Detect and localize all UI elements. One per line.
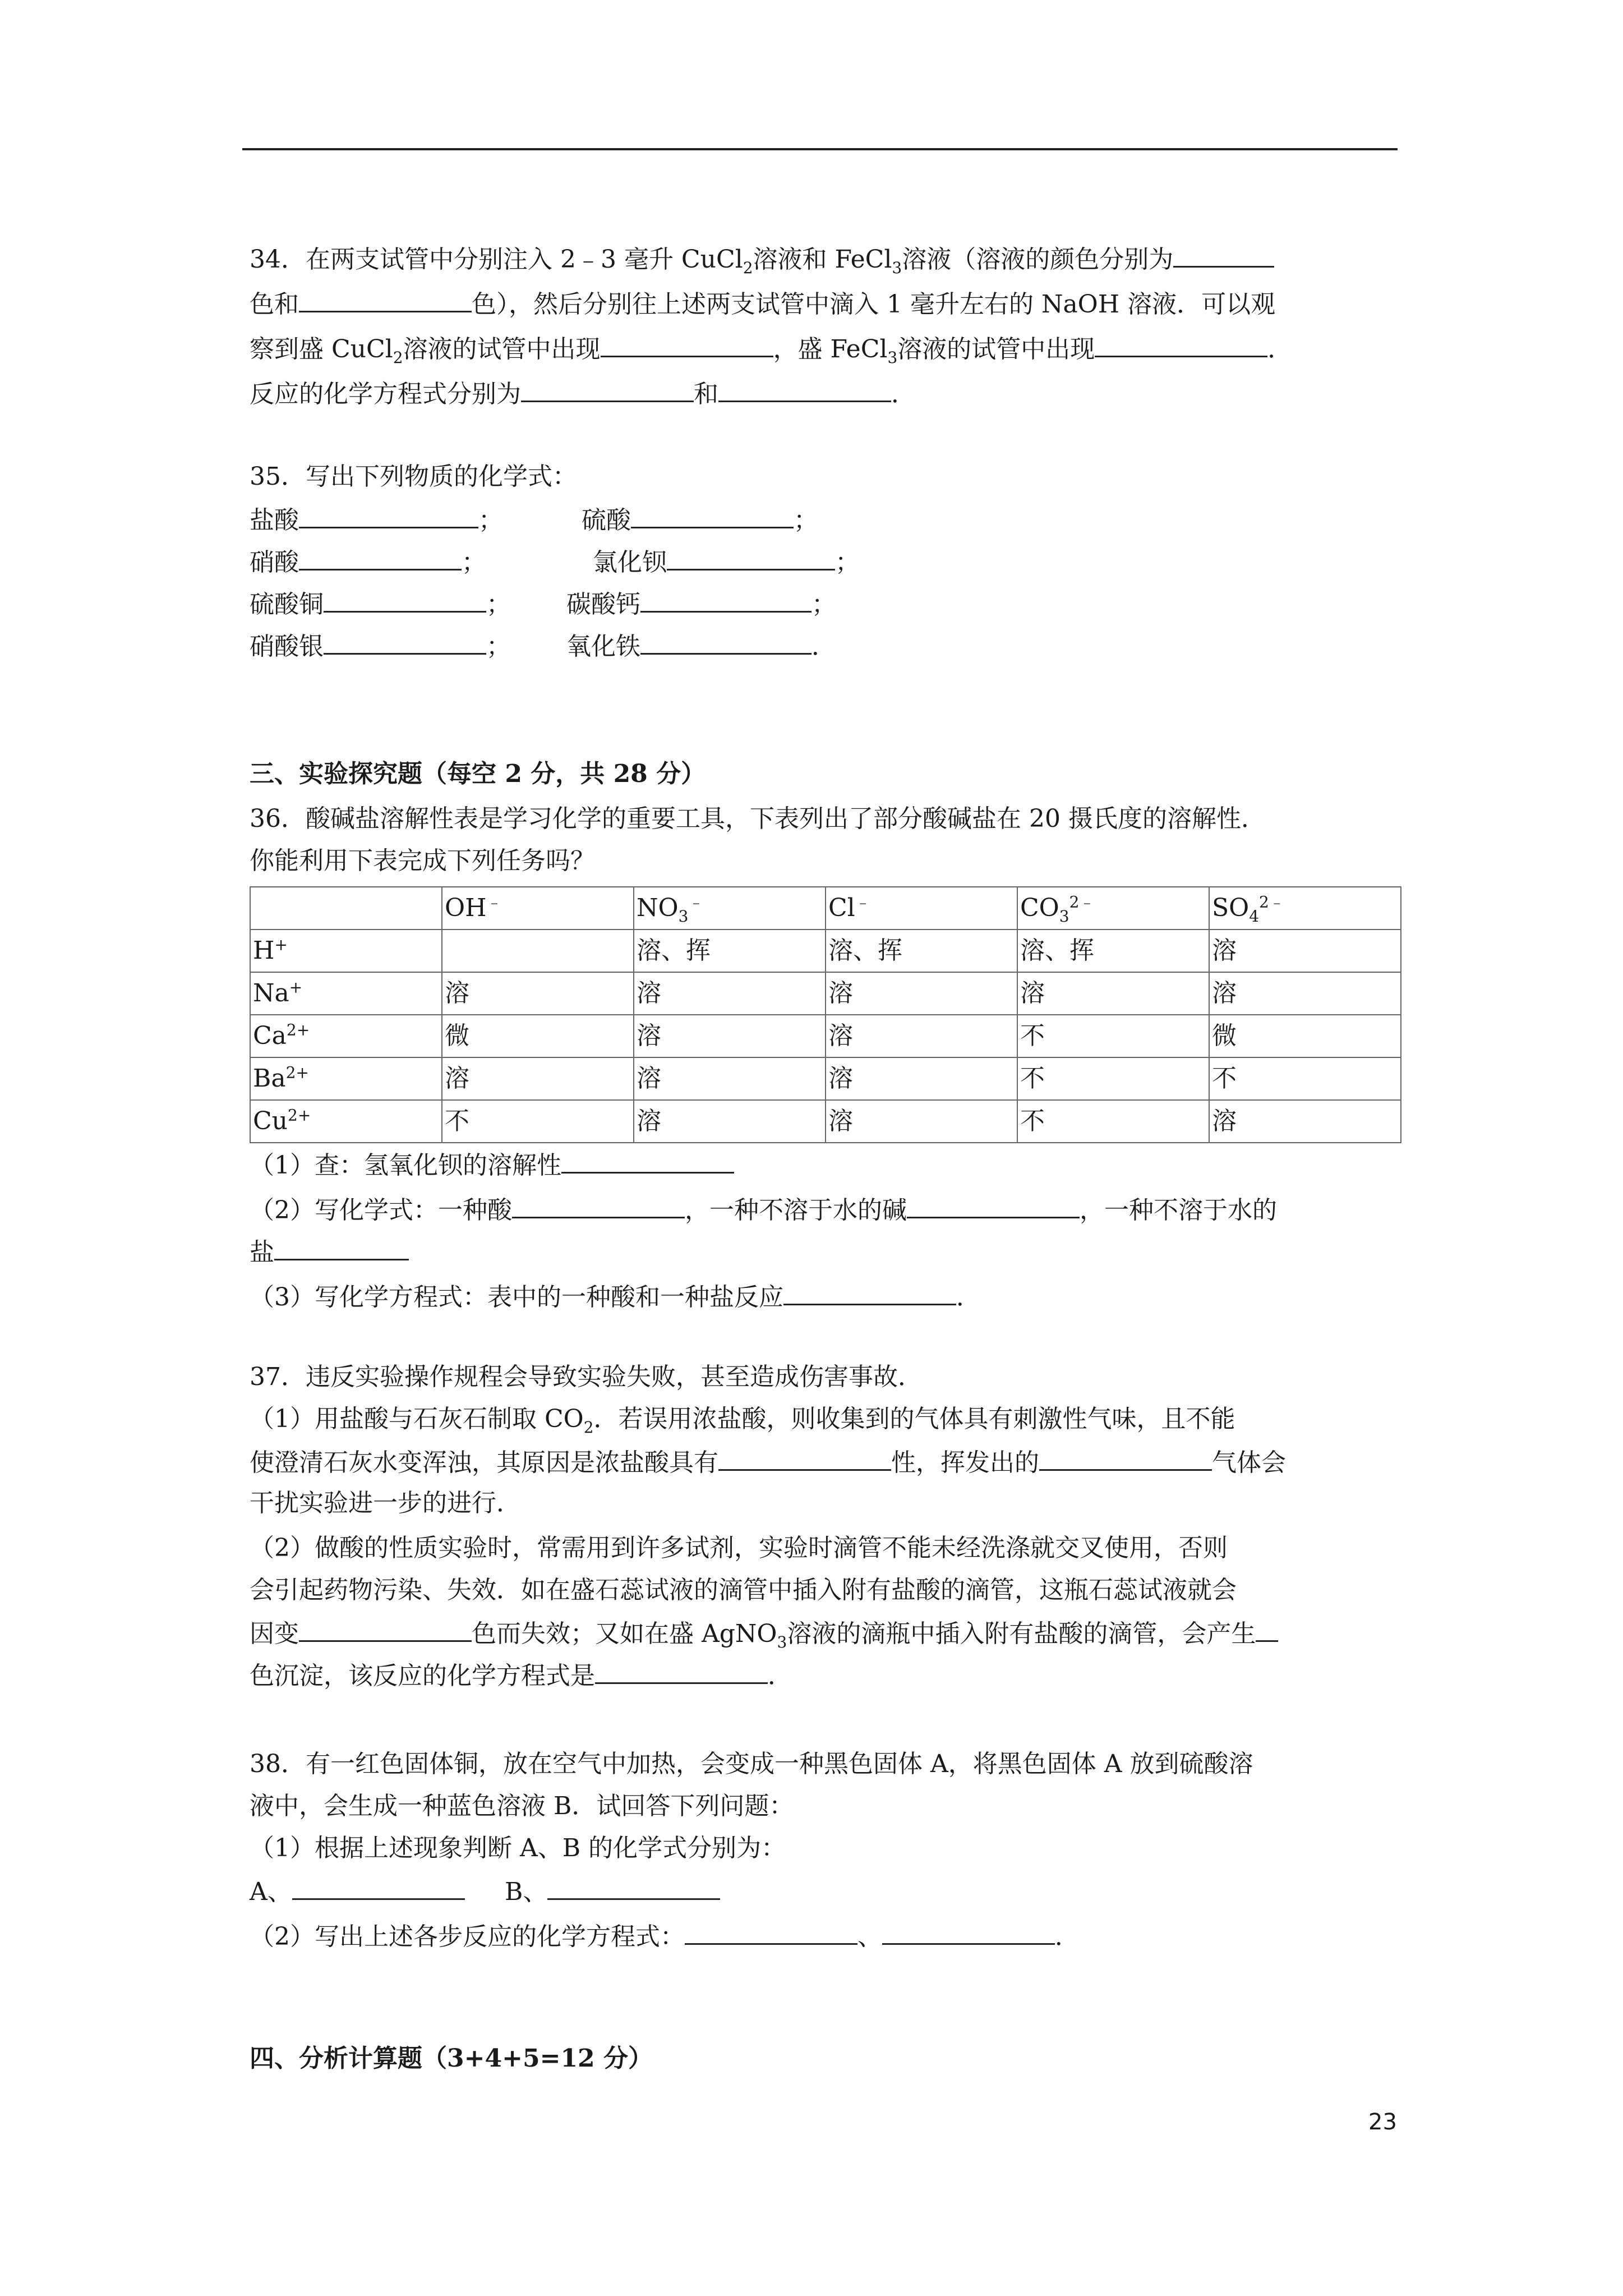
table-cell: 溶、挥	[1017, 930, 1209, 972]
answer-blank[interactable]	[631, 502, 794, 528]
substance-label: 碳酸钙	[566, 590, 640, 619]
answer-blank[interactable]	[907, 1192, 1080, 1218]
q36-part: （1）查：氢氧化钡的溶解性	[250, 1151, 561, 1180]
table-cell: 溶、挥	[826, 930, 1017, 972]
answer-blank[interactable]	[718, 376, 891, 402]
header-cell-oh: OH﹣	[442, 887, 634, 930]
q37-text: 溶液的滴瓶中插入附有盐酸的滴管，会产生	[787, 1619, 1256, 1648]
q37-text: ．若误用浓盐酸，则收集到的气体具有刺激性气味，且不能	[593, 1405, 1235, 1433]
table-row	[250, 972, 1401, 1015]
q36-part: ．	[956, 1283, 981, 1312]
q34-text: 和	[694, 380, 718, 408]
answer-blank[interactable]	[324, 628, 486, 655]
separator: ；	[462, 548, 486, 577]
q36-line: 36．酸碱盐溶解性表是学习化学的重要工具，下表列出了部分酸碱盐在 20 摄氏度的溶解性．	[250, 804, 1266, 833]
table-cell: 溶	[1209, 972, 1401, 1015]
table-cell: 溶	[1017, 972, 1209, 1015]
subscript: 2	[743, 258, 753, 277]
table-cell: 溶	[826, 972, 1017, 1015]
q34-text: 溶液（溶液的颜色分别为	[902, 245, 1174, 274]
q37-text: 色沉淀，该反应的化学方程式是	[250, 1662, 595, 1690]
separator: ；	[486, 590, 511, 619]
q36-part: 盐	[250, 1238, 274, 1267]
ion-cell: $Ca^{2+}$	[250, 1015, 442, 1057]
table-cell	[442, 930, 634, 972]
answer-blank[interactable]	[640, 628, 811, 655]
q34-text: 溶液的试管中出现	[897, 335, 1095, 364]
subscript: 2	[583, 1418, 594, 1437]
header-cell-cl: Cl﹣	[826, 887, 1017, 930]
substance-label: 氧化铁	[566, 632, 640, 661]
table-cell: 溶	[634, 1100, 826, 1143]
table-header-row	[250, 887, 1401, 930]
q37-line: 会引起药物污染、失效．如在盛石蕊试液的滴管中插入附有盐酸的滴管，这瓶石蕊试液就会	[250, 1576, 1237, 1604]
table-cell: 溶	[826, 1100, 1017, 1143]
substance-label: 硝酸银	[250, 632, 324, 661]
answer-blank[interactable]	[521, 376, 694, 402]
section-3-title: 三、实验探究题（每空 2 分，共 28 分）	[250, 760, 706, 788]
table-row	[250, 1057, 1401, 1100]
separator: ；	[794, 506, 818, 535]
table-cell: 溶	[1209, 1100, 1401, 1143]
subscript: 3	[777, 1632, 787, 1651]
table-cell: 不	[1017, 1015, 1209, 1057]
ion-cell: H+	[250, 930, 442, 972]
answer-blank[interactable]	[561, 1147, 734, 1174]
answer-blank[interactable]	[299, 502, 478, 528]
answer-blank[interactable]	[299, 544, 462, 570]
q36-part: ，一种不溶于水的碱	[685, 1196, 907, 1225]
separator: ．	[811, 632, 836, 661]
page-number: 23	[1368, 2109, 1397, 2135]
answer-blank[interactable]	[640, 586, 811, 613]
substance-label: 硫酸铜	[250, 590, 324, 619]
separator: ；	[811, 590, 836, 619]
answer-blank[interactable]	[685, 1918, 857, 1945]
table-row	[250, 930, 1401, 972]
substance-label: 盐酸	[250, 506, 299, 535]
q38-text: ．	[1055, 1922, 1080, 1951]
ion-cell: $Cu^{2+}$	[250, 1100, 442, 1143]
answer-blank[interactable]	[718, 1444, 891, 1471]
q34-text: ．	[1267, 335, 1293, 364]
q36-part: ，一种不溶于水的	[1080, 1196, 1277, 1225]
table-cell: 不	[442, 1100, 634, 1143]
separator: ；	[478, 506, 503, 535]
q37-text: （1）用盐酸与石灰石制取 CO	[250, 1405, 584, 1433]
table-cell: 溶、挥	[634, 930, 826, 972]
q34-text: 34．在两支试管中分别注入 2﹣3 毫升 CuCl	[250, 245, 743, 274]
q36-part: （2）写化学式：一种酸	[250, 1196, 512, 1225]
header-cell-so4: $SO_4^{2﹣}$	[1209, 887, 1401, 930]
subscript: 3	[887, 348, 898, 367]
q37-text: ．	[768, 1662, 792, 1690]
table-row	[250, 1015, 1401, 1057]
q38-text: B、	[505, 1878, 548, 1906]
answer-blank[interactable]	[324, 586, 486, 613]
table-cell: 不	[1209, 1057, 1401, 1100]
answer-blank[interactable]	[595, 1658, 768, 1684]
table-cell: 不	[1017, 1100, 1209, 1143]
q38-text: 、	[857, 1922, 882, 1951]
q38-text: A、	[250, 1878, 292, 1906]
answer-blank[interactable]	[882, 1918, 1055, 1945]
answer-blank[interactable]	[292, 1874, 465, 1900]
answer-blank[interactable]	[512, 1192, 685, 1218]
table-corner-cell	[250, 887, 442, 930]
table-cell: 溶	[442, 1057, 634, 1100]
q34-text: 溶液的试管中出现	[403, 335, 601, 364]
q37-text: 因变	[250, 1619, 299, 1648]
table-cell: 溶	[634, 1057, 826, 1100]
answer-blank[interactable]	[1256, 1616, 1278, 1642]
table-cell: 不	[1017, 1057, 1209, 1100]
q37-text: 色而失效；又如在盛 AgNO	[472, 1619, 777, 1648]
table-row	[250, 1100, 1401, 1143]
table-cell: 溶	[442, 972, 634, 1015]
table-cell: 溶	[826, 1015, 1017, 1057]
table-cell: 溶	[634, 1015, 826, 1057]
table-cell: 溶	[826, 1057, 1017, 1100]
q34-text: 察到盛 CuCl	[250, 335, 393, 364]
subscript: 2	[393, 348, 403, 367]
q35-title: 35．写出下列物质的化学式：	[250, 462, 577, 491]
answer-blank[interactable]	[783, 1279, 956, 1305]
q36-part: （3）写化学方程式：表中的一种酸和一种盐反应	[250, 1283, 783, 1312]
q38-line: （1）根据上述现象判断 A、B 的化学式分别为：	[250, 1834, 786, 1862]
table-cell: 微	[442, 1015, 634, 1057]
header-cell-co3: $CO_3^{2﹣}$	[1017, 887, 1209, 930]
q37-text: 气体会	[1212, 1448, 1286, 1477]
answer-blank[interactable]	[547, 1874, 720, 1900]
q36-line: 你能利用下表完成下列任务吗？	[250, 846, 595, 875]
answer-blank[interactable]	[1039, 1444, 1212, 1471]
header-rule	[242, 148, 1398, 150]
answer-blank[interactable]	[299, 1616, 472, 1642]
answer-blank[interactable]	[601, 331, 773, 357]
q34-text: ．	[891, 380, 916, 408]
substance-label: 硫酸	[582, 506, 631, 535]
q38-line: 38．有一红色固体铜，放在空气中加热，会变成一种黑色固体 A，将黑色固体 A 放到硫酸溶	[250, 1750, 1253, 1778]
q34-text: 反应的化学方程式分别为	[250, 380, 521, 408]
q37-line: 干扰实验进一步的进行．	[250, 1489, 521, 1517]
header-cell-no3: $NO_3^﹣$	[634, 887, 826, 930]
table-cell: 溶	[1209, 930, 1401, 972]
substance-label: 氯化钡	[593, 548, 667, 577]
answer-blank[interactable]	[299, 286, 472, 312]
q37-line: 37．违反实验操作规程会导致实验失败，甚至造成伤害事故．	[250, 1363, 923, 1391]
q37-text: 使澄清石灰水变浑浊，其原因是浓盐酸具有	[250, 1448, 718, 1477]
ion-cell: Na+	[250, 972, 442, 1015]
table-cell: 微	[1209, 1015, 1401, 1057]
q34-text: ，盛 FeCl	[773, 335, 888, 364]
q34-text: 溶液和 FeCl	[753, 245, 892, 274]
q38-text: （2）写出上述各步反应的化学方程式：	[250, 1922, 685, 1951]
section-4-title: 四、分析计算题（3+4+5=12 分）	[250, 2044, 653, 2073]
separator: ；	[486, 632, 511, 661]
solubility-table	[250, 886, 1401, 1143]
answer-blank[interactable]	[274, 1234, 409, 1260]
q34-text: 色），然后分别往上述两支试管中滴入 1 毫升左右的 NaOH 溶液．可以观	[472, 290, 1276, 319]
separator: ；	[835, 548, 860, 577]
answer-blank[interactable]	[667, 544, 835, 570]
substance-label: 硝酸	[250, 548, 299, 577]
q37-text: 性，挥发出的	[891, 1448, 1039, 1477]
q37-line: （2）做酸的性质实验时，常需用到许多试剂，实验时滴管不能未经洗涤就交叉使用，否则	[250, 1534, 1228, 1562]
q38-line: 液中，会生成一种蓝色溶液 B．试回答下列问题：	[250, 1792, 794, 1820]
ion-cell: $Ba^{2+}$	[250, 1057, 442, 1100]
q34-text: 色和	[250, 290, 299, 319]
subscript: 3	[892, 258, 902, 277]
answer-blank[interactable]	[1173, 241, 1274, 268]
table-cell: 溶	[634, 972, 826, 1015]
answer-blank[interactable]	[1095, 331, 1267, 357]
